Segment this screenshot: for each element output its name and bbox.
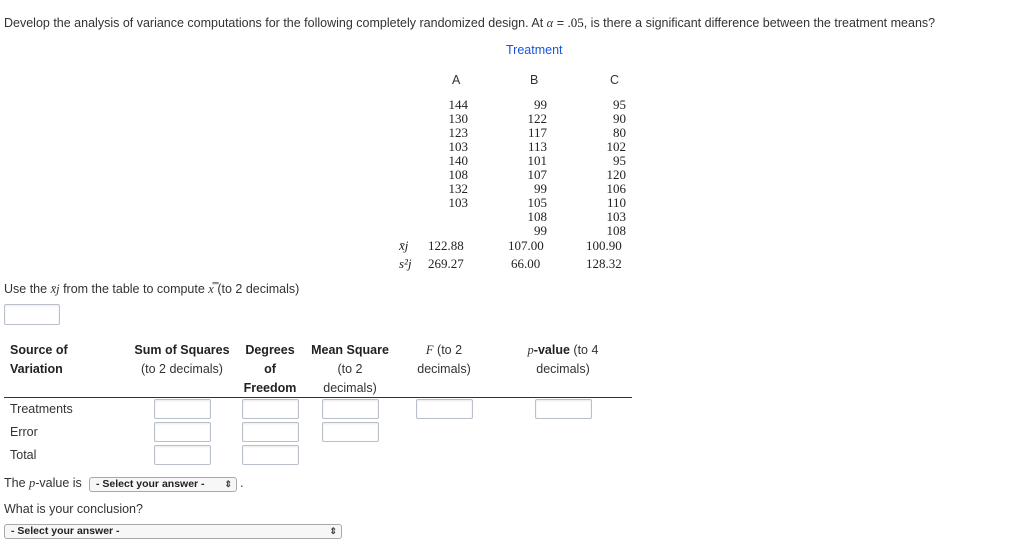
df-total-input[interactable] xyxy=(242,445,299,465)
grand-mean-input[interactable] xyxy=(4,304,60,325)
header-f-line2: decimals) xyxy=(417,362,471,376)
variance-label: s²j xyxy=(399,256,412,271)
df-treatments-input[interactable] xyxy=(242,399,299,419)
header-df-line3: Freedom xyxy=(243,381,297,395)
header-p-paren: (to 4 xyxy=(569,343,599,357)
row-label-total: Total xyxy=(10,448,37,462)
f-symbol: F xyxy=(425,343,434,357)
header-ss-line2: (to 2 decimals) xyxy=(141,362,223,376)
prompt-text-end: , is there a significant difference between the treatment means? xyxy=(583,16,936,30)
ss-error-input[interactable] xyxy=(154,422,211,442)
header-p-line2: decimals) xyxy=(536,362,590,376)
value-a-2: 130 xyxy=(448,111,468,126)
header-p-line1 xyxy=(515,341,611,360)
header-source xyxy=(10,341,68,379)
value-c-4: 102 xyxy=(606,139,626,154)
ss-treatments-input[interactable] xyxy=(154,399,211,419)
treatment-title: Treatment xyxy=(506,43,563,57)
select-arrows-icon: ⇕ xyxy=(329,526,337,536)
value-c-10: 108 xyxy=(606,223,626,238)
value-c-6: 120 xyxy=(606,167,626,182)
value-a-5: 140 xyxy=(448,153,468,168)
f-input[interactable] xyxy=(416,399,473,419)
conclusion-select[interactable] xyxy=(4,524,342,539)
header-f-paren: (to 2 xyxy=(433,343,463,357)
value-c-2: 90 xyxy=(613,111,626,126)
value-a-8: 103 xyxy=(448,195,468,210)
value-b-7: 99 xyxy=(534,181,547,196)
pvalue-select-value: - Select your answer - xyxy=(96,478,205,490)
compute-text-mid: from the table to compute xyxy=(59,282,209,296)
alpha-value: .05 xyxy=(567,15,584,30)
value-c-9: 103 xyxy=(606,209,626,224)
value-b-8: 105 xyxy=(527,195,547,210)
value-a-6: 108 xyxy=(448,167,468,182)
header-p xyxy=(515,341,611,379)
column-c-values xyxy=(587,98,626,238)
value-a-7: 132 xyxy=(448,181,468,196)
variance-a: 269.27 xyxy=(428,256,464,271)
value-b-2: 122 xyxy=(527,111,547,126)
alpha-symbol: α xyxy=(546,16,554,30)
variance-b: 66.00 xyxy=(511,256,541,271)
question-prompt xyxy=(4,15,935,31)
pvalue-text-after: -value is xyxy=(35,476,82,490)
header-df-line2: of xyxy=(264,362,276,376)
ss-total-input[interactable] xyxy=(154,445,211,465)
df-error-input[interactable] xyxy=(242,422,299,442)
pvalue-period: . xyxy=(240,476,244,490)
header-ms-line2: (to 2 xyxy=(337,362,363,376)
header-ms-line1: Mean Square xyxy=(311,343,389,357)
header-df xyxy=(238,341,302,398)
value-b-1: 99 xyxy=(534,97,547,112)
header-source-line1: Source of xyxy=(10,343,68,357)
value-a-4: 103 xyxy=(448,139,468,154)
header-ss xyxy=(128,341,236,379)
prompt-text: Develop the analysis of variance computations for the following completely randomized design. At xyxy=(4,16,547,30)
p-symbol: p xyxy=(527,343,534,357)
value-b-3: 117 xyxy=(527,125,547,140)
value-a-3: 123 xyxy=(448,125,468,140)
value-c-8: 110 xyxy=(606,195,626,210)
mean-b: 107.00 xyxy=(508,238,544,253)
value-b-9: 108 xyxy=(527,209,547,224)
mean-c: 100.90 xyxy=(586,238,622,253)
conclusion-question: What is your conclusion? xyxy=(4,502,143,516)
header-df-line1: Degrees xyxy=(245,343,295,357)
column-a-values xyxy=(430,98,468,210)
value-b-4: 113 xyxy=(527,139,547,154)
column-header-b: B xyxy=(530,73,539,87)
table-divider xyxy=(4,397,632,398)
value-b-6: 107 xyxy=(527,167,547,182)
equals-sign: = xyxy=(553,16,568,30)
value-c-3: 80 xyxy=(613,125,626,140)
pvalue-line xyxy=(4,476,82,491)
compute-text-after: (to 2 decimals) xyxy=(213,282,300,296)
conclusion-select-value: - Select your answer - xyxy=(11,525,120,537)
row-label-error: Error xyxy=(10,425,38,439)
pvalue-select[interactable] xyxy=(89,477,237,492)
row-label-treatments: Treatments xyxy=(10,402,73,416)
pvalue-p-symbol: p xyxy=(29,476,36,490)
p-value-input[interactable] xyxy=(535,399,592,419)
value-c-1: 95 xyxy=(613,97,626,112)
xbar-j-symbol: x̄j xyxy=(50,282,60,296)
column-b-values xyxy=(508,98,547,238)
value-c-5: 95 xyxy=(613,153,626,168)
compute-instruction xyxy=(4,282,299,297)
value-b-5: 101 xyxy=(527,153,547,168)
header-ms xyxy=(306,341,394,398)
variance-c: 128.32 xyxy=(586,256,622,271)
column-header-a: A xyxy=(452,73,461,87)
grand-mean-symbol: x̿ xyxy=(208,282,214,296)
mean-label: x̄j xyxy=(399,238,409,253)
value-a-1: 144 xyxy=(448,97,468,112)
header-source-line2: Variation xyxy=(10,362,63,376)
ms-error-input[interactable] xyxy=(322,422,379,442)
select-arrows-icon: ⇕ xyxy=(224,479,232,489)
compute-text: Use the xyxy=(4,282,51,296)
mean-a: 122.88 xyxy=(428,238,464,253)
value-b-10: 99 xyxy=(534,223,547,238)
header-ss-line1: Sum of Squares xyxy=(134,343,230,357)
header-p-value: -value xyxy=(533,343,570,357)
header-ms-line3: decimals) xyxy=(323,381,377,395)
ms-treatments-input[interactable] xyxy=(322,399,379,419)
header-f xyxy=(408,341,480,379)
pvalue-text: The xyxy=(4,476,30,490)
column-header-c: C xyxy=(610,73,620,87)
header-f-line1 xyxy=(408,341,480,360)
value-c-7: 106 xyxy=(606,181,626,196)
